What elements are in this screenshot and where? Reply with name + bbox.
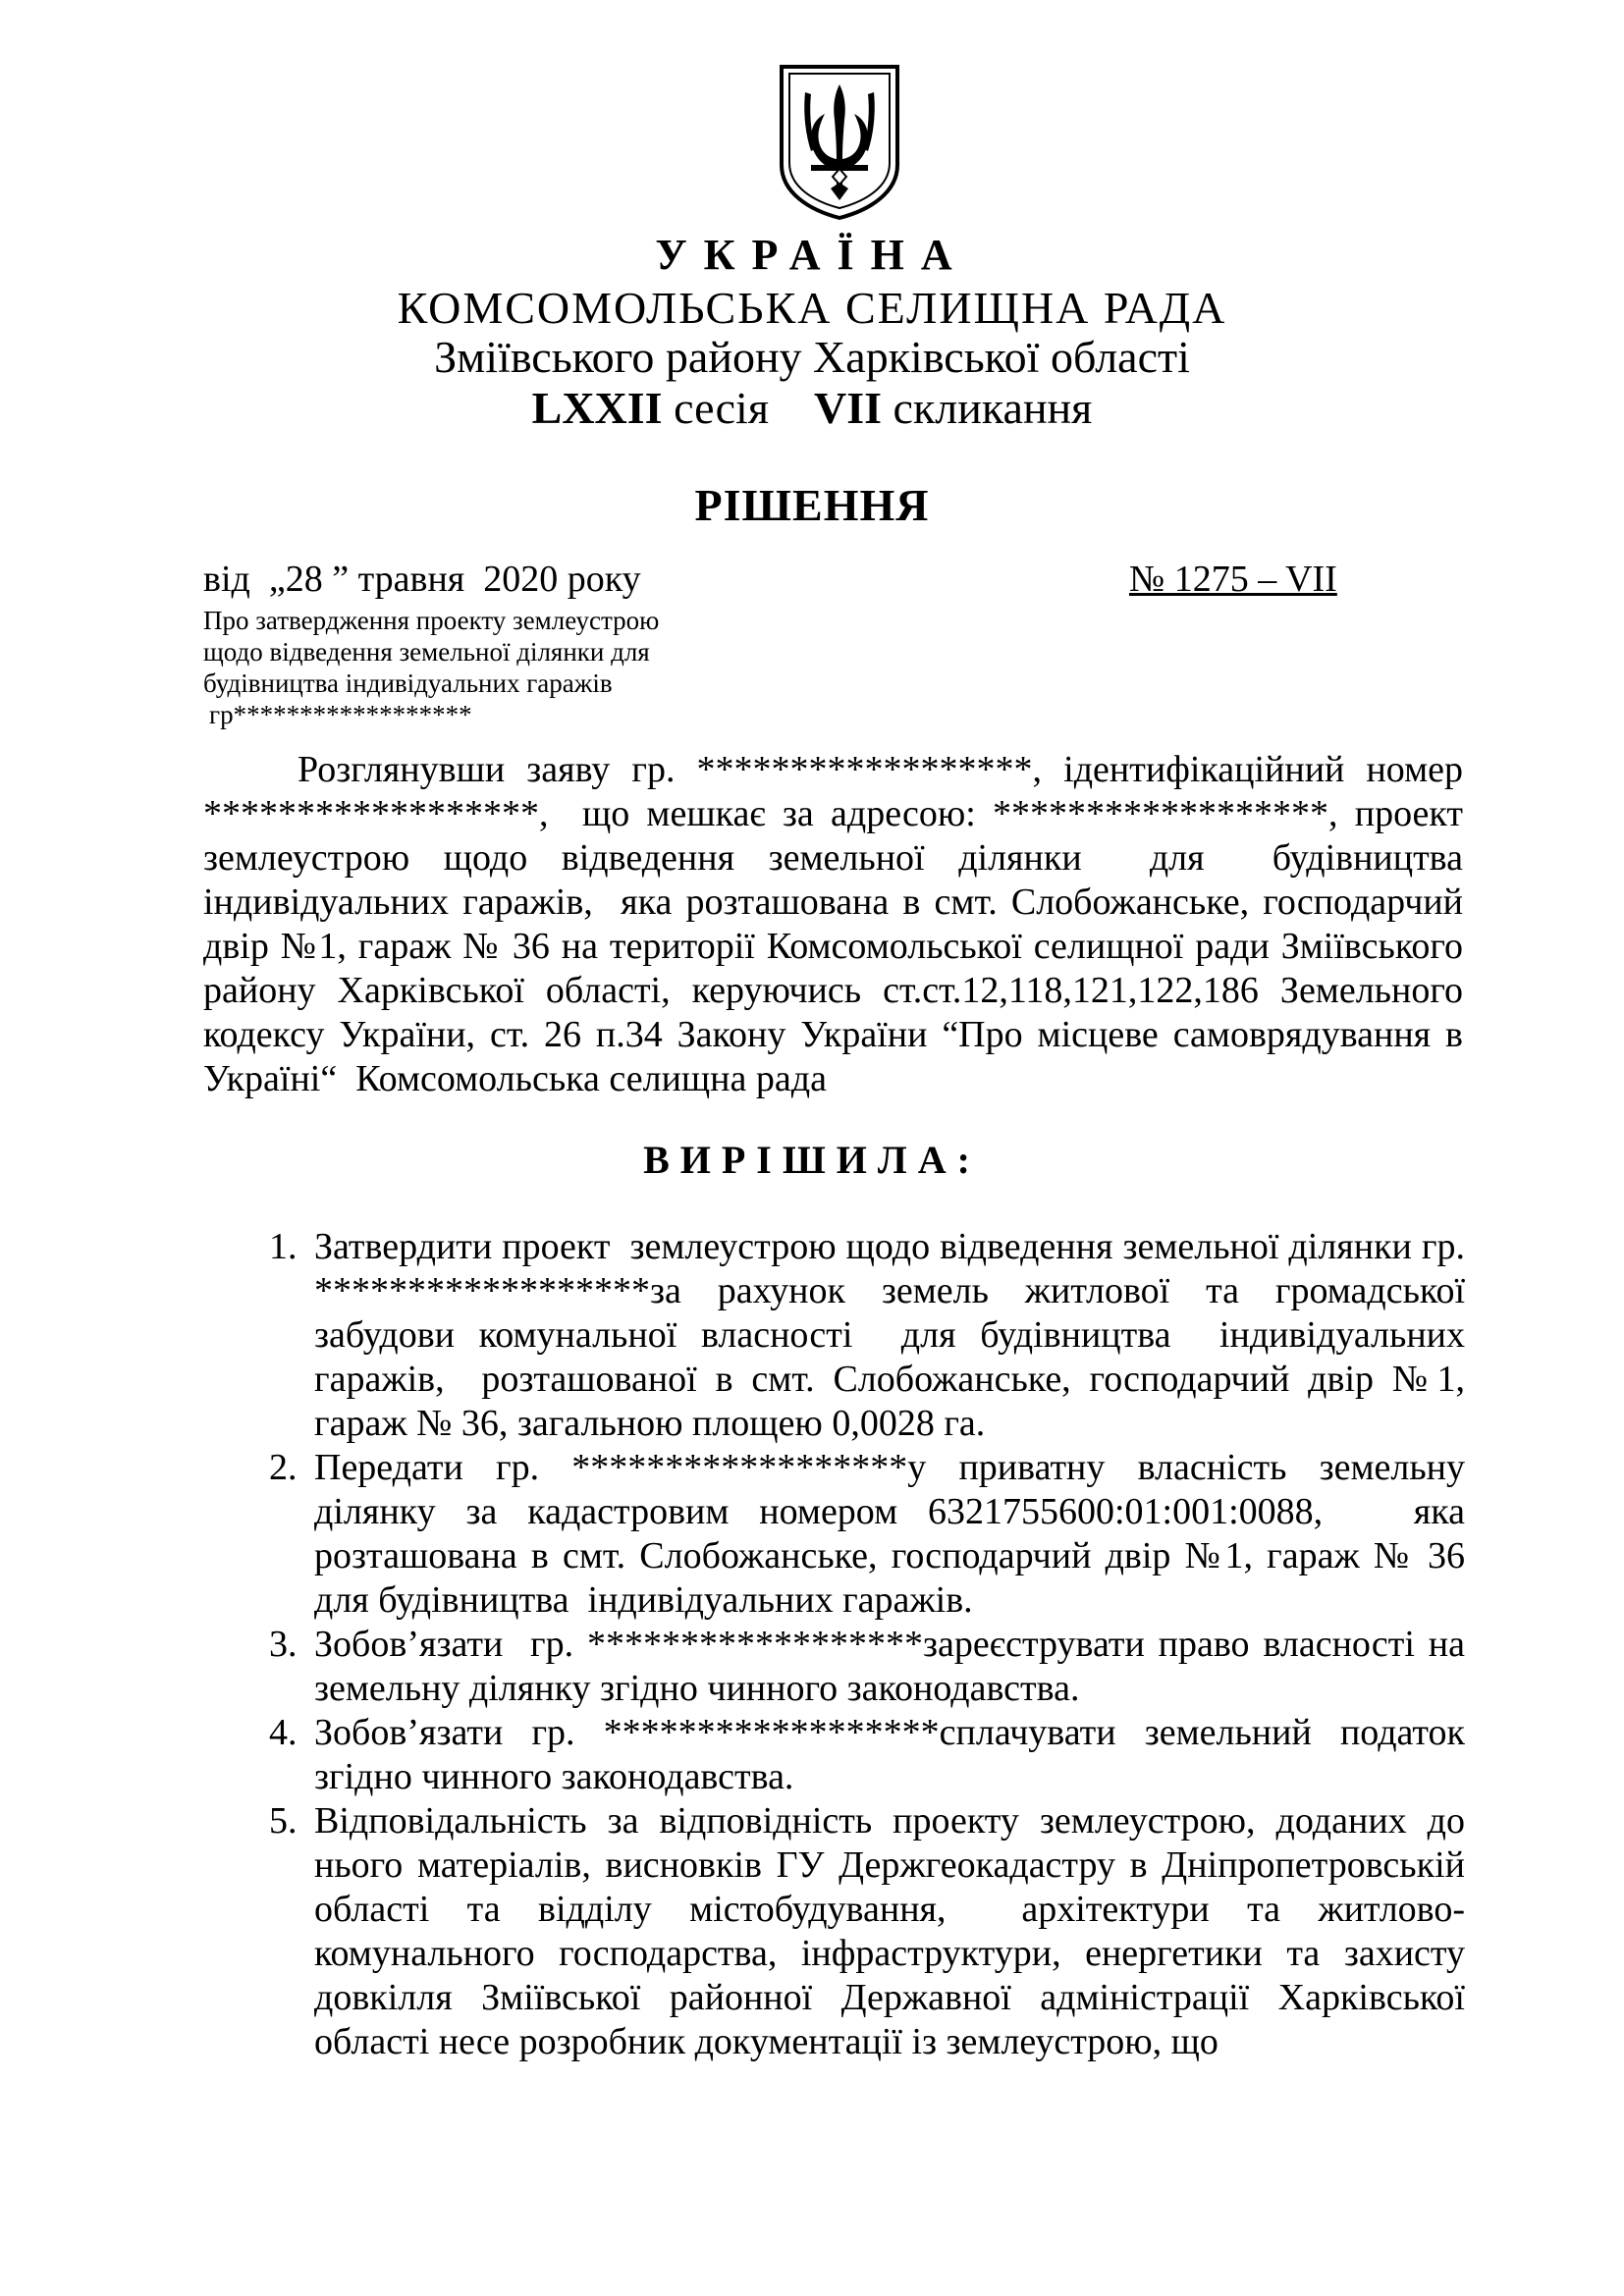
subject-line: гр****************** xyxy=(209,700,472,729)
preamble-paragraph: Розглянувши заяву гр. ******************, ідентифікаційний номер ******************, що мешкає за адресою: ******************, проект землеустрою щодо відведення земельної ділянки для будівництва індивідуальних гаражів, яка розташована в смт. Слобожанське, господарчий двір №1, гараж № 36 на території Комсомольської селищної ради Зміївського району Харківської області, керуючись ст.ст.12,118,121,122,186 Земельного кодексу України, ст. 26 п.34 Закону України “Про місцеве самоврядування в Україні“ Комсомольська селищна рада xyxy=(203,749,1473,1099)
subject-line: щодо відведення земельної ділянки для xyxy=(203,637,650,667)
item-number: 5. xyxy=(269,1800,298,1842)
decision-subject xyxy=(203,605,753,730)
item-number: 2. xyxy=(269,1447,298,1488)
trident-coat-of-arms-icon xyxy=(776,63,903,220)
item-text: Затвердити проект землеустрою щодо відведення земельної ділянки гр. ******************за рахунок земель житлової та громадської забудови комунальної власності для будівництва індивідуальних гаражів, розташованої в смт. Слобожанське, господарчий двір №1, гараж № 36, загальною площею 0,0028 га. xyxy=(314,1226,1475,1444)
item-number: 1. xyxy=(269,1226,298,1267)
item-number: 3. xyxy=(269,1624,298,1665)
item-number: 4. xyxy=(269,1712,298,1753)
subject-line: Про затвердження проекту землеустрою xyxy=(203,606,660,635)
resolution-items xyxy=(255,1225,1484,2064)
list-item xyxy=(255,1623,1475,1711)
item-text: Відповідальність за відповідність проекту землеустрою, доданих до нього матеріалів, висновків ГУ Держгеокадастру в Дніпропетровській області та відділу містобудування, архітектури та житлово-комунального господарства, інфраструктури, енергетики та захисту довкілля Зміївської районної Державної адміністрації Харківської області несе розробник документації із землеустрою, що xyxy=(314,1800,1475,2062)
country-name: УКРАЇНА xyxy=(655,231,969,279)
list-item xyxy=(255,1711,1475,1799)
session-word: сесія xyxy=(662,383,814,433)
session-number: LXXII xyxy=(531,383,663,433)
decision-date: від „28 ” травня 2020 року xyxy=(203,559,641,600)
resolved-heading: ВИРІШИЛА: xyxy=(643,1138,981,1182)
item-text: Зобов’язати гр. ******************зареєструвати право власності на земельну ділянку згідно чинного законодавства. xyxy=(314,1624,1475,1709)
subject-line: будівництва індивідуальних гаражів xyxy=(203,668,613,698)
document-title: РІШЕННЯ xyxy=(694,480,930,530)
list-item xyxy=(255,1225,1475,1446)
item-text: Зобов’язати гр. ******************сплачувати земельний податок згідно чинного законодавства. xyxy=(314,1712,1475,1797)
convocation-number: VII xyxy=(814,383,883,433)
session-convocation xyxy=(0,383,1624,434)
convocation-word: скликання xyxy=(882,383,1093,433)
council-name: КОМСОМОЛЬСЬКА СЕЛИЩНА РАДА xyxy=(397,283,1227,333)
item-text: Передати гр. ******************у приватну власність земельну ділянку за кадастровим номером 6321755600:01:001:0088, яка розташована в смт. Слобожанське, господарчий двір №1, гараж № 36 для будівництва індивідуальних гаражів. xyxy=(314,1447,1484,1621)
district-region: Зміївського району Харківської області xyxy=(434,332,1190,382)
list-item xyxy=(255,1446,1484,1623)
decision-number: № 1275 – VII xyxy=(1129,559,1337,600)
list-item xyxy=(255,1799,1475,2064)
